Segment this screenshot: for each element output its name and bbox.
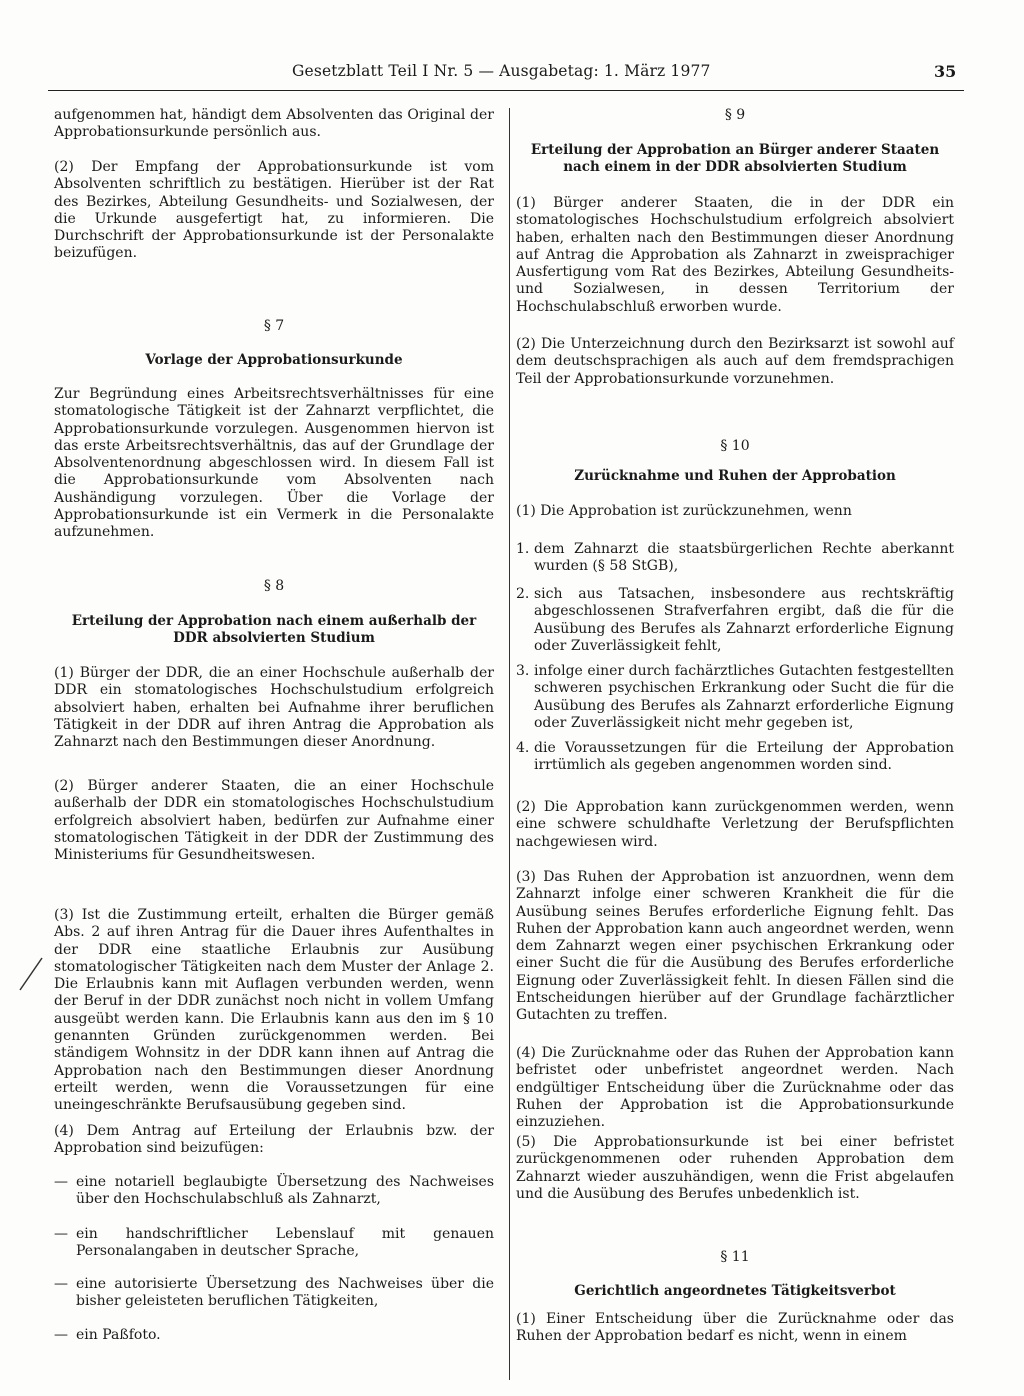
section-10-paragraph-3: (3) Das Ruhen der Approbation ist anzuordnen, wenn dem Zahnarzt infolge einer schweren Krankheit die für die Ausübung seines Berufes erforderliche Eignung fehlt. Das Ruhen der Approbation kann auch angeordnet werden, wenn dem Zahnarzt wegen einer psychischen Erkrankung oder einer Sucht die für die Ausübung des Berufes erforderliche Eignung oder Zuverlässigkeit fehlt. In diesen Fällen sind die Entscheidungen hierüber auf der Grundlage fachärztlicher Gutachten zu treffen. bbox=[516, 869, 954, 1024]
list-item: — ein handschriftlicher Lebenslauf mit genauen Personalangaben in deutscher Sprache, bbox=[54, 1226, 494, 1260]
list-item: — ein Paßfoto. bbox=[54, 1327, 161, 1343]
list-item: 2. sich aus Tatsachen, insbesondere aus rechtskräftig abgeschlossenen Strafverfahren ergibt, daß die für die Ausübung des Berufes als Zahnarzt erforderliche Eignung oder Zuverlässigkeit fehlt, bbox=[516, 586, 954, 654]
dash-marker: — bbox=[54, 1226, 68, 1242]
section-10-paragraph-4: (4) Die Zurücknahme oder das Ruhen der Approbation kann befristet oder unbefristet angeordnet werden. Nach endgültiger Entscheidung über die Zurücknahme oder das Ruhen der Approbation ist die Approbationsurkunde einzuziehen. bbox=[516, 1045, 954, 1131]
page-header bbox=[0, 62, 1024, 88]
continued-paragraph: aufgenommen hat, händigt dem Absolventen das Original der Approbationsurkunde persönlich aus. bbox=[54, 107, 494, 141]
section-8-paragraph-1: (1) Bürger der DDR, die an einer Hochschule außerhalb der DDR ein stomatologisches Hochschulstudium erfolgreich absolviert haben, erhalten bei Aufnahme ihrer beruflichen Tätigkeit in der DDR auf ihren Antrag die Approbation als Zahnarzt nach den Bestimmungen dieser Anordnung. bbox=[54, 665, 494, 751]
dash-marker: — bbox=[54, 1174, 68, 1190]
section-9-paragraph-1: (1) Bürger anderer Staaten, die in der DDR ein stomatologisches Hochschulstudium erfolgreich absolviert haben, erhalten nach den Bestimmungen dieser Anordnung auf Antrag die Approbation als Zahnarzt in zweisprachiger Ausfertigung vom Rat des Bezirkes, Abteilung Gesundheits- und Sozialwesen, in dessen Territorium der Hochschulabschluß erworben wurde. bbox=[516, 195, 954, 315]
section-9-title: Erteilung der Approbation an Bürger anderer Staaten nach einem in der DDR absolvierten Studium bbox=[530, 142, 940, 176]
column-divider bbox=[509, 108, 510, 1380]
list-item: 4. die Voraussetzungen für die Erteilung der Approbation irrtümlich als gegeben angenommen worden sind. bbox=[516, 740, 954, 774]
list-item: 3. infolge einer durch fachärztliches Gutachten festgestellten schweren psychischen Erkrankung oder Sucht die für die Ausübung des Berufes als Zahnarzt erforderliche Eignung oder Zuverlässigkeit nicht mehr gegeben ist, bbox=[516, 663, 954, 731]
list-number: 1. bbox=[516, 541, 530, 557]
section-7-title: Vorlage der Approbationsurkunde bbox=[145, 352, 403, 368]
margin-pencil-mark bbox=[16, 954, 46, 994]
paragraph-6-2: (2) Der Empfang der Approbationsurkunde ist vom Absolventen schriftlich zu bestätigen. Hierüber ist der Rat des Bezirkes, Abteilung Gesundheits- und Sozialwesen, der die Urkunde ausgefertigt hat, zu informieren. Die Durchschrift der Approbationsurkunde ist der Personalakte beizufügen. bbox=[54, 159, 494, 262]
section-10-title: Zurücknahme und Ruhen der Approbation bbox=[574, 468, 896, 484]
list-item: — eine notariell beglaubigte Übersetzung des Nachweises über den Hochschulabschluß als Zahnarzt, bbox=[54, 1174, 494, 1208]
section-10-paragraph-5: (5) Die Approbationsurkunde ist bei einer befristet zurückgenommenen oder ruhenden Approbation dem Zahnarzt wieder auszuhändigen, wenn die Frist abgelaufen und die Ausübung des Berufes unbedenklich ist. bbox=[516, 1134, 954, 1202]
section-8-number: § 8 bbox=[263, 578, 285, 594]
section-8-paragraph-3: (3) Ist die Zustimmung erteilt, erhalten die Bürger gemäß Abs. 2 auf ihren Antrag für die Dauer ihres Aufenthaltes in der DDR eine staatliche Erlaubnis zur Ausübung stomatologischer Tätigkeiten nach dem Muster der Anlage 2. Die Erlaubnis kann mit Auflagen verbunden werden, wenn der Beruf in der DDR zunächst noch nicht in vollem Umfang ausgeübt werden kann. Die Erlaubnis kann aus den im § 10 genannten Gründen zurückgenommen werden. Bei ständigem Wohnsitz in der DDR kann ihnen auf Antrag die Approbation nach den Bestimmungen dieser Anordnung erteilt werden, wenn die Voraussetzungen für eine uneingeschränkte Berufsausübung gegeben sind. bbox=[54, 907, 494, 1114]
list-number: 2. bbox=[516, 586, 530, 602]
section-7-paragraph: Zur Begründung eines Arbeitsrechtsverhältnisses für eine stomatologische Tätigkeit ist der Zahnarzt verpflichtet, die Approbationsurkunde vorzulegen. Ausgenommen hiervon ist das erste Arbeitsrechtsverhältnis, das auf der Grundlage der Absolventenordnung abgeschlossen wird. In diesem Fall ist die Approbationsurkunde vom Absolventen nach Aushändigung vorzulegen. Über die Vorlage der Approbationsurkunde ist ein Vermerk in die Personalakte aufzunehmen. bbox=[54, 386, 494, 541]
list-number: 4. bbox=[516, 740, 530, 756]
section-11-title: Gerichtlich angeordnetes Tätigkeitsverbot bbox=[574, 1283, 896, 1299]
section-11-number: § 11 bbox=[720, 1249, 750, 1265]
dash-marker: — bbox=[54, 1327, 68, 1343]
dash-marker: — bbox=[54, 1276, 68, 1292]
section-11-paragraph-1: (1) Einer Entscheidung über die Zurücknahme oder das Ruhen der Approbation bedarf es nicht, wenn in einem bbox=[516, 1311, 954, 1345]
section-10-number: § 10 bbox=[720, 438, 750, 454]
list-item: — eine autorisierte Übersetzung des Nachweises über die bisher geleisteten beruflichen Tätigkeiten, bbox=[54, 1276, 494, 1310]
page-number: 35 bbox=[934, 62, 957, 81]
section-8-paragraph-2: (2) Bürger anderer Staaten, die an einer Hochschule außerhalb der DDR ein stomatologisches Hochschulstudium erfolgreich absolviert haben, bedürfen zur Aufnahme einer stomatologischen Tätigkeit in der DDR der Zustimmung des Ministeriums für Gesundheitswesen. bbox=[54, 778, 494, 864]
running-head: Gesetzblatt Teil I Nr. 5 — Ausgabetag: 1. März 1977 bbox=[292, 62, 711, 80]
list-item: 1. dem Zahnarzt die staatsbürgerlichen Rechte aberkannt wurden (§ 58 StGB), bbox=[516, 541, 954, 575]
section-10-paragraph-1: (1) Die Approbation ist zurückzunehmen, wenn bbox=[516, 503, 852, 519]
section-8-paragraph-4: (4) Dem Antrag auf Erteilung der Erlaubnis bzw. der Approbation sind beizufügen: bbox=[54, 1123, 494, 1157]
section-7-number: § 7 bbox=[263, 318, 285, 334]
section-8-title: Erteilung der Approbation nach einem außerhalb der DDR absolvierten Studium bbox=[71, 613, 477, 647]
section-10-paragraph-2: (2) Die Approbation kann zurückgenommen werden, wenn eine schwere schuldhafte Verletzung der Berufspflichten nachgewiesen wird. bbox=[516, 799, 954, 850]
list-number: 3. bbox=[516, 663, 530, 679]
section-9-number: § 9 bbox=[724, 107, 746, 123]
section-9-paragraph-2: (2) Die Unterzeichnung durch den Bezirksarzt ist sowohl auf dem deutschsprachigen als auch auf dem fremdsprachigen Teil der Approbationsurkunde vorzunehmen. bbox=[516, 336, 954, 387]
header-rule bbox=[48, 90, 964, 91]
